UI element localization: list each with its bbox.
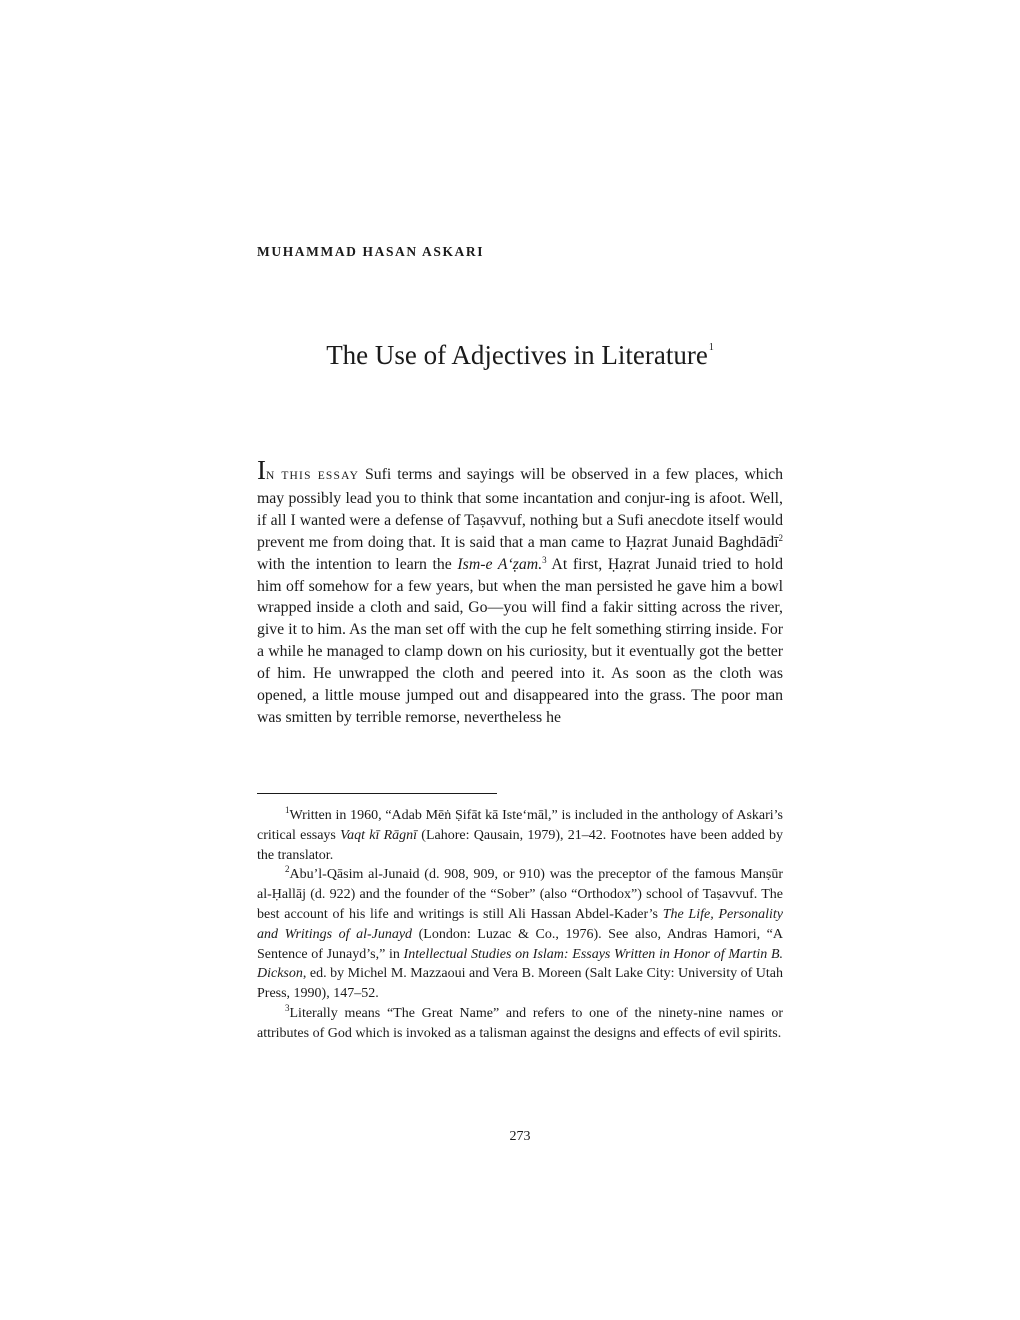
footnote-italic-title: Vaqt kī Rāgnī (340, 827, 418, 843)
footnote-text: (London: Luzac & Co., 1976). See also, Andras Hamori, “A Sentence of Junayd’s,” in (257, 926, 783, 962)
footnote-text: (Lahore: Qausain, 1979), 21–42. Footnotes have been added by the translator. (257, 827, 784, 863)
footnote-number: 2 (285, 864, 290, 875)
footnote-number: 1 (285, 805, 290, 815)
article-title (257, 330, 783, 373)
footnote-text: Written in 1960, “Adab Mēṅ Ṣifāt kā Iste‘māl,” is included in the anthology of Askari’s critical essays (257, 808, 783, 843)
footnote-text: , ed. by Michel M. Mazzaoui and Vera B. Moreen (Salt Lake City: University of Utah Press, 1990), 147–52. (257, 966, 783, 1002)
body-text: At first, Ḥaẓrat Junaid tried to hold him off somehow for a few years, but when the man persisted he gave him a bowl wrapped inside a cloth and said, Go—you will find a fakir sitting across the river, give it to him. As the man set off with the cup he felt something stirring inside. For a while he managed to clamp down on his curiosity, but it eventually got the better of him. He unwrapped the cloth and peered into it. As soon as the cloth was opened, a little mouse jumped out and disappeared into the grass. The poor man was smitten by terrible remorse, nevertheless he (257, 555, 783, 726)
body-paragraph (257, 455, 783, 729)
footnote-italic-title: Intellectual Studies on Islam: Essays Written in Honor of Martin B. Dickson (257, 946, 783, 982)
footnotes (257, 806, 783, 1044)
page-number: 273 (509, 1129, 531, 1144)
footnote-text: Abu’l-Qāsim al-Junaid (d. 908, 909, or 910) was the preceptor of the famous Manṣūr al-Ḥallāj (d. 922) and the founder of the “Sober” (also “Orthodox”) school of Taṣavvuf. The best account of his life and writings is still Ali Hassan Abdel-Kader’s (257, 867, 783, 922)
footnote-marker-2: 2 (778, 532, 783, 543)
footnote-marker-3: 3 (542, 554, 547, 565)
title-footnote-marker: 1 (708, 342, 714, 353)
body-text: Sufi terms and sayings will be observed in a few places, which may possibly lead you to think that some incantation and conjur-ing is afoot. Well, if all I wanted were a defense of Taṣavvuf, nothing but a Sufi anecdote itself would prevent me from doing that. It is said that a man came to Ḥaẓrat Junaid Baghdādī (257, 466, 783, 551)
article-title-text: The Use of Adjectives in Literature (326, 340, 708, 370)
lead-small-caps: N THIS ESSAY (266, 470, 360, 482)
author-name: MUHAMMAD HASAN ASKARI (257, 244, 485, 259)
footnote-number: 3 (285, 1002, 290, 1013)
footnote-text: Literally means “The Great Name” and refers to one of the ninety-nine names or attributes of God which is invoked as a talisman against the designs and effects of evil spirits. (257, 1005, 783, 1041)
drop-cap: I (257, 455, 266, 485)
body-text: with the intention to learn the (257, 555, 458, 573)
footnote-1 (257, 806, 783, 865)
footnote-3 (257, 1004, 783, 1044)
footnote-italic-title: The Life, Personality and Writings of al-Junayd (257, 906, 783, 942)
footnote-rule (257, 793, 497, 794)
footnote-2 (257, 865, 783, 1004)
body-italic-term: Ism-e A‘ẓam. (457, 555, 543, 573)
